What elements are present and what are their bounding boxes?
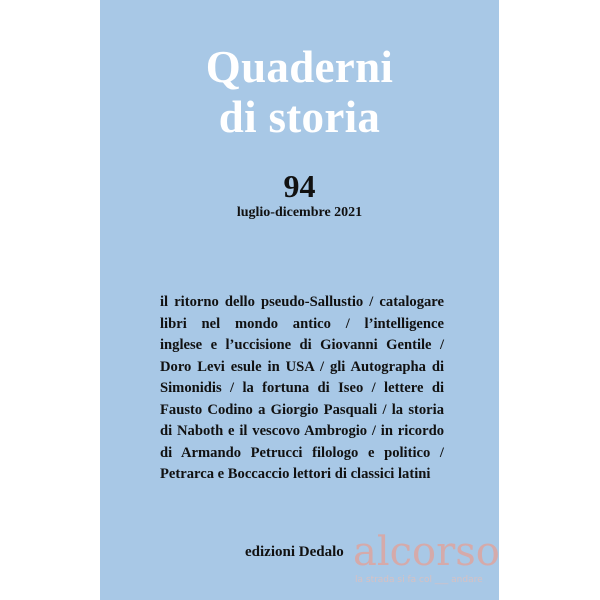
- contents-line: libri nel mondo antico / l’intelligence: [160, 315, 444, 332]
- issue-date: luglio-dicembre 2021: [236, 205, 363, 220]
- contents-line: Simonidis / la fortuna di Iseo / lettere di: [160, 380, 444, 396]
- watermark-logo-text: alcorso: [353, 529, 500, 575]
- journal-title-line-2: di storia: [218, 92, 381, 142]
- contents-line: di Armando Petrucci filologo e politico /: [160, 444, 444, 461]
- contents-line: inglese e l’uccisione di Giovanni Gentile /: [160, 337, 444, 353]
- publisher-name: edizioni Dedalo: [245, 544, 344, 560]
- contents-line: Fausto Codino a Giorgio Pasquali / la storia: [160, 401, 444, 418]
- contents-line: Petrarca e Boccaccio lettori di classici latini: [160, 466, 431, 482]
- watermark-tagline: la strada si fa col ___ andare: [355, 575, 483, 585]
- contents-line: Doro Levi esule in USA / gli Autographa di: [160, 358, 444, 375]
- journal-title-line-1: Quaderni: [205, 42, 394, 92]
- book-cover: [100, 0, 499, 600]
- contents-list: [160, 292, 444, 486]
- contents-line: di Naboth e il vescovo Ambrogio / in ricordo: [160, 423, 444, 439]
- issue-number: 94: [283, 168, 316, 204]
- contents-line: il ritorno dello pseudo-Sallustio / catalogare: [160, 294, 444, 310]
